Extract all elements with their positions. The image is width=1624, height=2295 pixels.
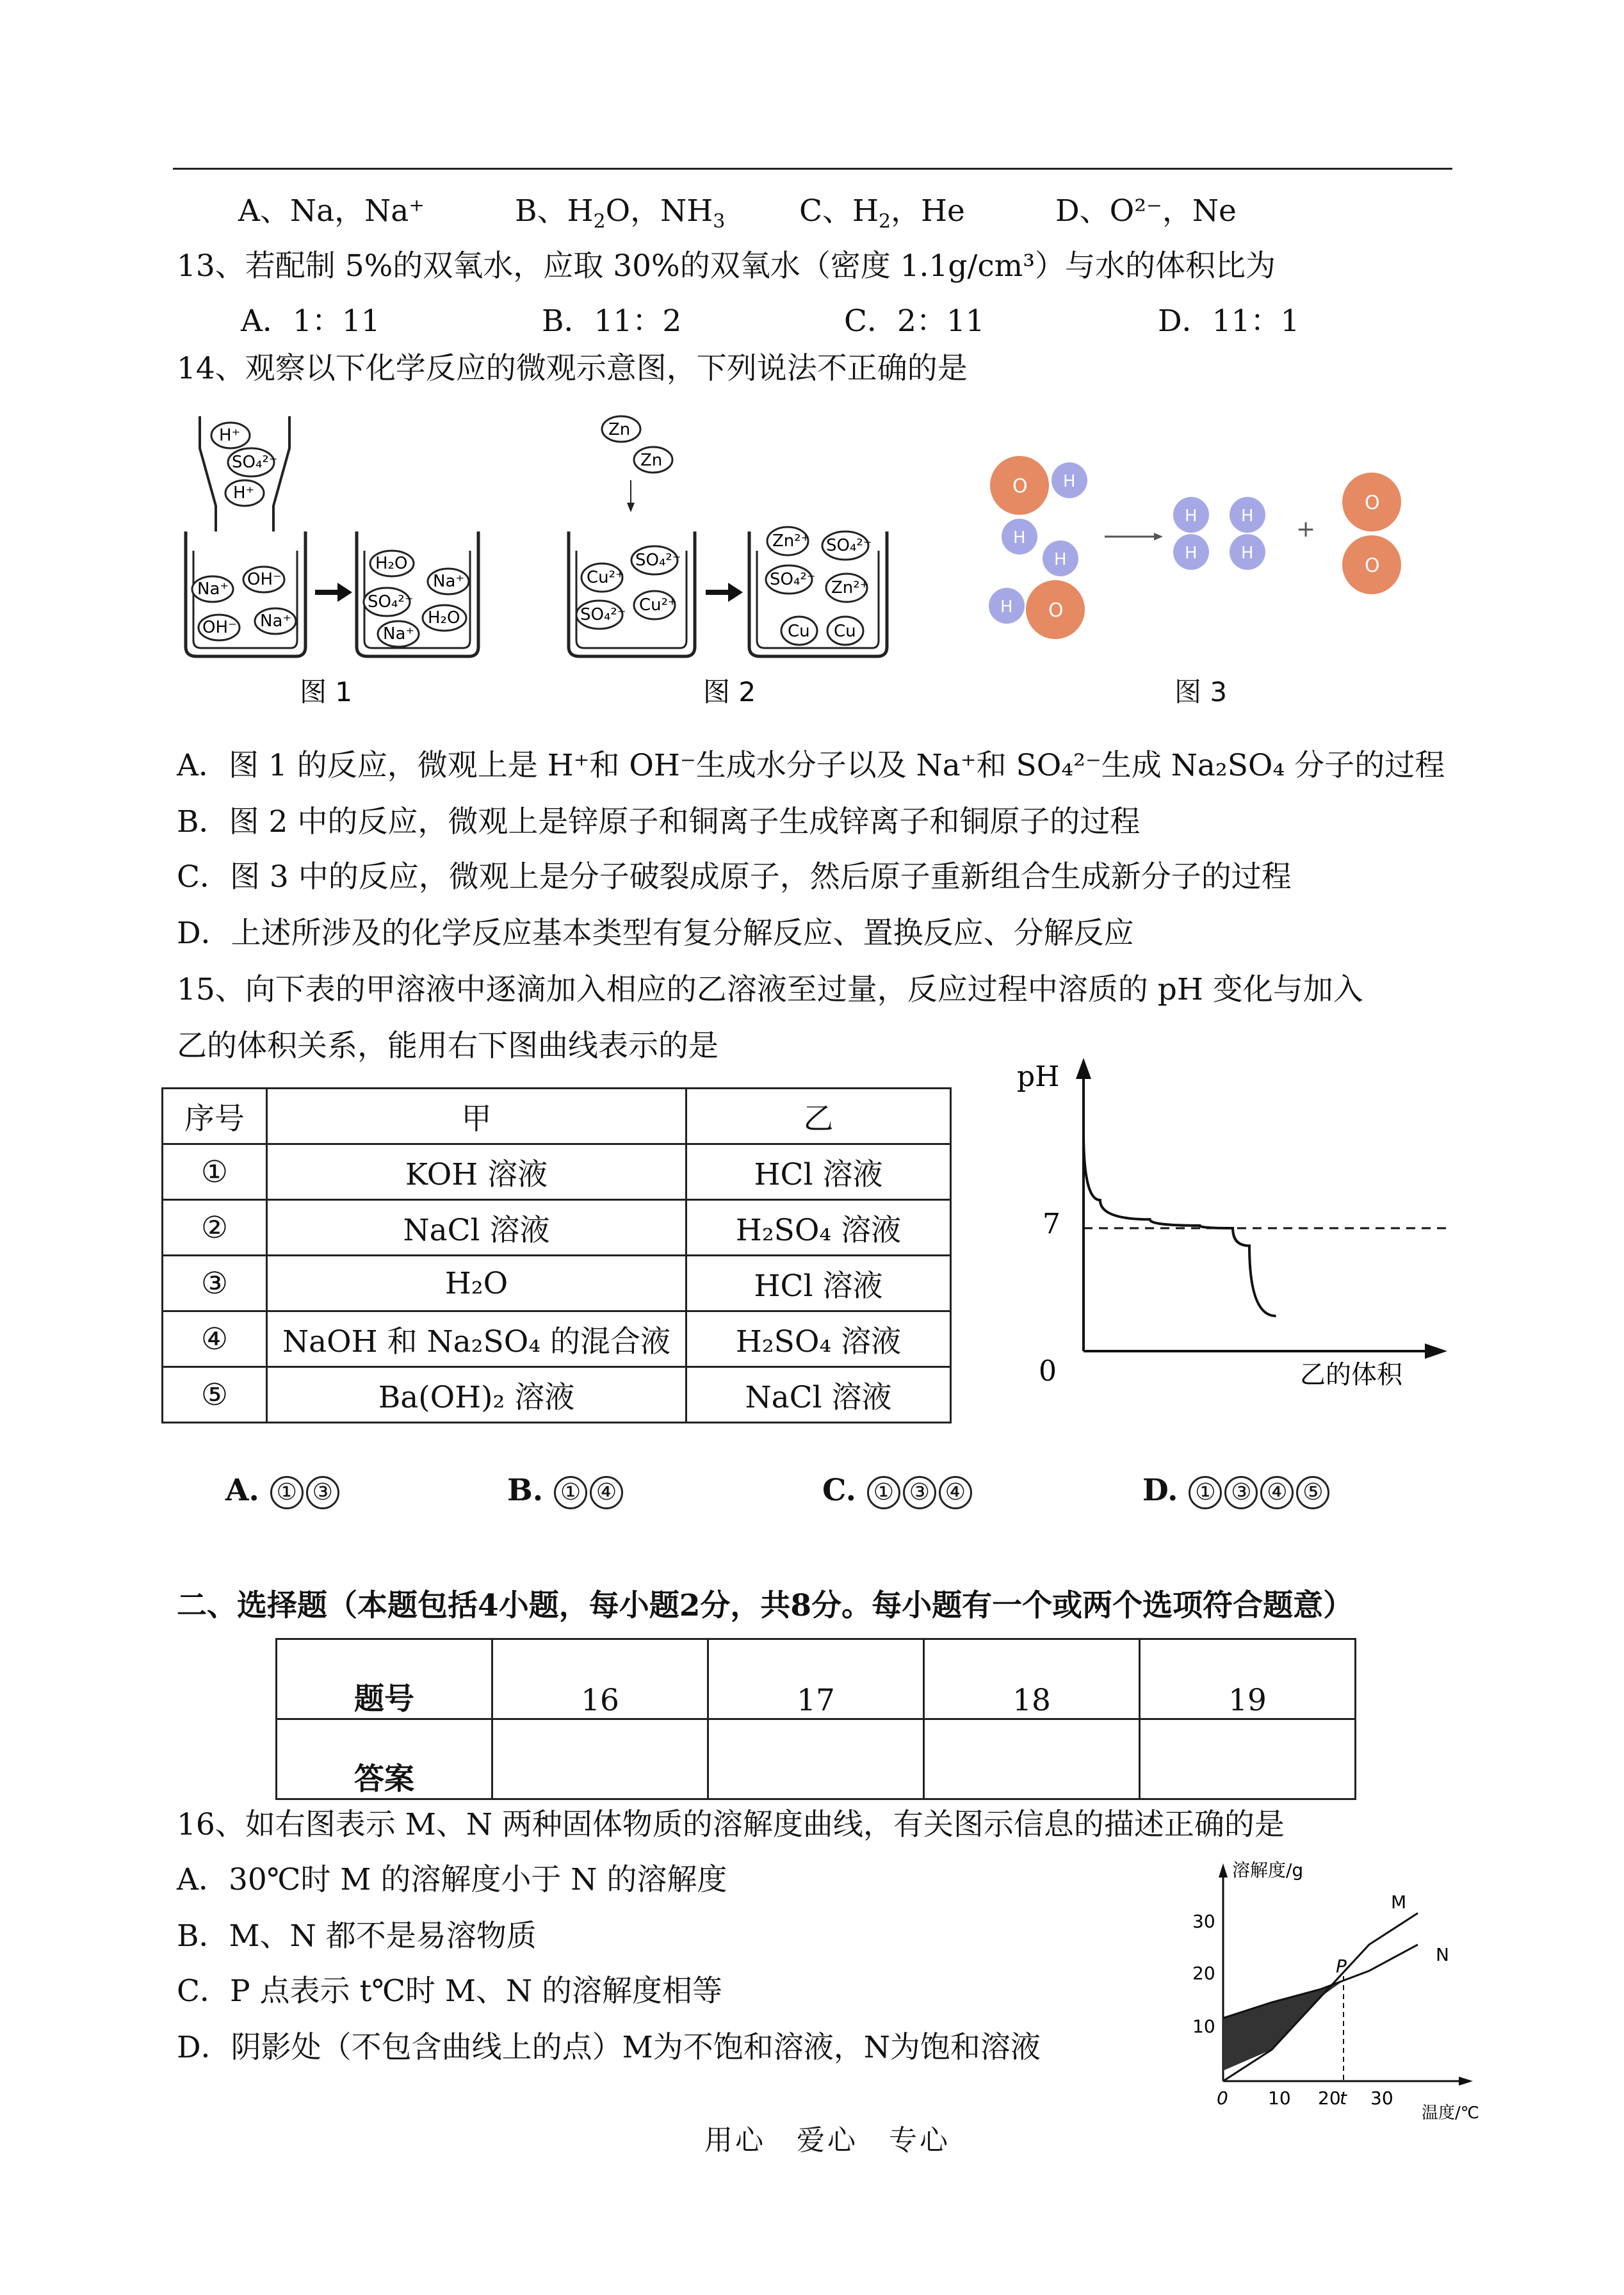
shaded-region xyxy=(1223,1981,1342,2070)
q12-option-b: B、$H_2O$，$NH_3$ xyxy=(515,193,726,233)
ion-na-2: Na⁺ xyxy=(260,612,292,631)
answer-table-cell: 16 xyxy=(492,1639,708,1719)
q15-table xyxy=(161,1087,952,1423)
sol-x-axis-label: 温度/℃ xyxy=(1422,2104,1479,2123)
table-row xyxy=(163,1256,951,1311)
atom-cu-1: Cu xyxy=(788,622,810,641)
header-rule xyxy=(173,168,1452,170)
answer-table-cell: 题号 xyxy=(277,1639,492,1719)
table-cell-no: ② xyxy=(163,1200,267,1256)
ph-chart xyxy=(999,1050,1460,1396)
table-row xyxy=(163,1367,951,1423)
table-row xyxy=(163,1311,951,1367)
sol-y-tick-30: 30 xyxy=(1192,1911,1215,1932)
page-footer: 用心 爱心 专心 xyxy=(704,2124,950,2157)
table-cell-yi: H₂SO₄ 溶液 xyxy=(686,1311,951,1367)
sol-x-tick-10: 10 xyxy=(1268,2088,1291,2109)
y-tick-7: 7 xyxy=(1043,1208,1060,1240)
table-header-cell: 甲 xyxy=(267,1089,686,1144)
answer-table-cell: 17 xyxy=(708,1639,924,1719)
ion-oh-2: OH⁻ xyxy=(202,618,237,637)
sol-x-tick-20: 20 xyxy=(1318,2088,1341,2109)
sol-x-axis-arrow xyxy=(1459,2077,1473,2086)
q15-option-d: D. ① ③ ④ ⑤ xyxy=(1142,1472,1331,1510)
solubility-chart xyxy=(1178,1857,1498,2126)
table-cell-yi: H₂SO₄ 溶液 xyxy=(686,1200,951,1256)
answer-table xyxy=(275,1638,1356,1800)
q16-option-c: C．P 点表示 t℃时 M、N 的溶解度相等 xyxy=(177,1974,723,2009)
figure-3-caption: 图 3 xyxy=(1174,676,1228,708)
q12-option-d: D、O²⁻，Ne xyxy=(1055,193,1237,229)
ion-h-2: H⁺ xyxy=(233,483,255,503)
y-axis-label: pH xyxy=(1017,1060,1060,1093)
table-cell-no: ③ xyxy=(163,1256,267,1311)
ion-so4-2: SO₄²⁻ xyxy=(368,592,414,612)
curve-n xyxy=(1223,1945,1418,2018)
answer-input-18[interactable] xyxy=(924,1719,1140,1799)
y-tick-0: 0 xyxy=(1039,1355,1057,1388)
ion-so4-3: SO₄²⁻ xyxy=(635,551,681,570)
table-cell-no: ⑤ xyxy=(163,1367,267,1423)
figure-3 xyxy=(980,442,1428,711)
sol-x-tick-30: 30 xyxy=(1370,2088,1393,2109)
curve-n-label: N xyxy=(1436,1944,1449,1965)
atom-zn-1: Zn xyxy=(608,420,631,439)
sol-x-tick-0: 0 xyxy=(1217,2088,1228,2109)
molecule-h2o-1: H₂O xyxy=(375,554,408,573)
q16-option-d: D．阴影处（不包含曲线上的点）M为不饱和溶液，N为饱和溶液 xyxy=(177,2030,1041,2065)
ion-zn2-2: Zn²⁺ xyxy=(831,578,869,597)
q15-stem-line2: 乙的体积关系，能用右下图曲线表示的是 xyxy=(177,1028,719,1064)
answer-table-row xyxy=(277,1719,1356,1799)
table-row xyxy=(163,1144,951,1200)
y-axis-arrow xyxy=(1076,1058,1091,1079)
answer-input-16[interactable] xyxy=(492,1719,708,1799)
answer-table-cell: 答案 xyxy=(277,1719,492,1799)
q13-option-d: D．11：1 xyxy=(1158,304,1300,339)
table-header-row xyxy=(163,1089,951,1144)
table-cell-jia: H₂O xyxy=(267,1256,686,1311)
q14-option-c: C．图 3 中的反应，微观上是分子破裂成原子，然后原子重新组合生成新分子的过程 xyxy=(177,859,1292,895)
answer-table-cell: 18 xyxy=(924,1639,1140,1719)
sol-y-tick-20: 20 xyxy=(1192,1963,1215,1984)
x-axis-arrow xyxy=(1425,1343,1447,1359)
q13-stem: 13、若配制 5%的双氧水，应取 30%的双氧水（密度 1.1g/cm³）与水的体积比为 xyxy=(177,248,1276,284)
atom-o-2: O xyxy=(1048,599,1064,622)
answer-input-19[interactable] xyxy=(1140,1719,1356,1799)
ion-cu2-2: Cu²⁺ xyxy=(639,596,677,615)
sol-x-tick-t: t xyxy=(1340,2088,1347,2109)
q14-option-b: B．图 2 中的反应，微观上是锌原子和铜离子生成锌离子和铜原子的过程 xyxy=(177,804,1141,839)
atom-o-4: O xyxy=(1365,555,1380,577)
ion-so4-1: SO₄²⁻ xyxy=(232,453,278,472)
ion-na-4: Na⁺ xyxy=(383,624,415,644)
atom-h-2: H xyxy=(1013,528,1026,547)
table-header-cell: 序号 xyxy=(163,1089,267,1144)
atom-o-1: O xyxy=(1012,475,1028,498)
q15-stem-line1: 15、向下表的甲溶液中逐滴加入相应的乙溶液至过量，反应过程中溶质的 pH 变化与加入 xyxy=(177,972,1363,1007)
ion-zn2-1: Zn²⁺ xyxy=(772,531,810,551)
table-row xyxy=(163,1200,951,1256)
sol-y-tick-10: 10 xyxy=(1192,2016,1215,2037)
q13-option-b: B．11：2 xyxy=(542,304,682,339)
atom-h-5: H xyxy=(1185,507,1198,526)
sol-y-axis-label: 溶解度/g xyxy=(1232,1860,1304,1881)
q15-option-c: C. ① ③ ④ xyxy=(822,1472,973,1510)
q16-stem: 16、如右图表示 M、N 两种固体物质的溶解度曲线，有关图示信息的描述正确的是 xyxy=(177,1807,1285,1842)
ion-so4-5: SO₄²⁻ xyxy=(826,536,872,555)
curve-m-label: M xyxy=(1391,1892,1407,1913)
sol-y-axis-arrow xyxy=(1219,1863,1228,1877)
table-cell-jia: NaCl 溶液 xyxy=(267,1200,686,1256)
atom-h-7: H xyxy=(1241,507,1254,526)
atom-h-6: H xyxy=(1185,544,1198,563)
atom-o-3: O xyxy=(1365,492,1380,514)
q14-option-d: D．上述所涉及的化学反应基本类型有复分解反应、置换反应、分解反应 xyxy=(177,916,1134,951)
q15-option-b: B. ① ④ xyxy=(507,1472,624,1510)
molecule-h2o-2: H₂O xyxy=(428,608,460,628)
atom-cu-2: Cu xyxy=(834,622,856,641)
figure-2 xyxy=(564,410,897,711)
atom-h-8: H xyxy=(1241,544,1254,563)
point-p-label: P xyxy=(1336,1956,1347,1977)
table-cell-yi: HCl 溶液 xyxy=(686,1144,951,1200)
table-cell-jia: Ba(OH)₂ 溶液 xyxy=(267,1367,686,1423)
ion-cu2-1: Cu²⁺ xyxy=(587,568,624,587)
figure-2-caption: 图 2 xyxy=(703,676,756,708)
q12-option-c: C、$H_2$，He xyxy=(799,193,965,233)
answer-table-row xyxy=(277,1639,1356,1719)
table-cell-no: ④ xyxy=(163,1311,267,1367)
q14-option-a: A．图 1 的反应，微观上是 H⁺和 OH⁻生成水分子以及 Na⁺和 SO₄²⁻生成 Na₂SO₄ 分子的过程 xyxy=(177,748,1445,783)
x-axis-label: 乙的体积 xyxy=(1300,1360,1402,1390)
ion-na-1: Na⁺ xyxy=(197,580,229,599)
q14-stem: 14、观察以下化学反应的微观示意图，下列说法不正确的是 xyxy=(177,351,968,386)
table-cell-no: ① xyxy=(163,1144,267,1200)
ion-so4-6: SO₄²⁻ xyxy=(770,570,816,589)
q15-option-a: A. ① ③ xyxy=(225,1472,341,1510)
atom-h-1: H xyxy=(1063,472,1076,491)
table-cell-yi: HCl 溶液 xyxy=(686,1256,951,1311)
answer-table-cell: 19 xyxy=(1140,1639,1356,1719)
q16-option-b: B．M、N 都不是易溶物质 xyxy=(177,1918,537,1954)
ion-oh-1: OH⁻ xyxy=(247,570,282,589)
q13-option-a: A．1：11 xyxy=(241,304,380,339)
ph-curve xyxy=(1084,1131,1276,1316)
q16-option-a: A．30℃时 M 的溶解度小于 N 的溶解度 xyxy=(177,1862,727,1897)
figure-1 xyxy=(181,410,488,711)
ion-na-3: Na⁺ xyxy=(433,572,465,591)
atom-h-4: H xyxy=(1000,597,1013,617)
figure-1-caption: 图 1 xyxy=(300,676,353,708)
table-cell-yi: NaCl 溶液 xyxy=(686,1367,951,1423)
atom-zn-2: Zn xyxy=(640,451,663,470)
atom-h-3: H xyxy=(1054,550,1067,569)
ion-so4-4: SO₄²⁻ xyxy=(580,605,626,624)
table-cell-jia: KOH 溶液 xyxy=(267,1144,686,1200)
q12-option-a: A、Na，Na⁺ xyxy=(238,193,425,229)
section-2-heading: 二、选择题（本题包括4小题，每小题2分，共8分。每小题有一个或两个选项符合题意） xyxy=(177,1588,1354,1623)
table-cell-jia: NaOH 和 Na₂SO₄ 的混合液 xyxy=(267,1311,686,1367)
table-header-cell: 乙 xyxy=(686,1089,951,1144)
answer-input-17[interactable] xyxy=(708,1719,924,1799)
plus-sign: + xyxy=(1296,516,1316,542)
q13-option-c: C．2：11 xyxy=(844,304,985,339)
ion-h-1: H⁺ xyxy=(219,426,241,445)
